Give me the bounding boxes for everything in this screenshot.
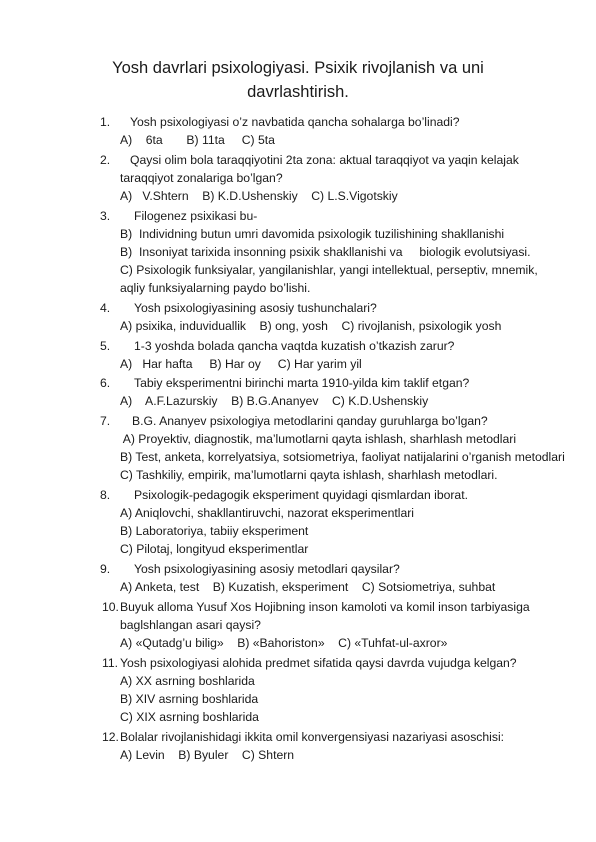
question-text: Qaysi olim bola taraqqiyotini 2ta zona: aktual taraqqiyot va yaqin kelajak taraqqiyot zonalariga bo’lgan? [120,152,519,185]
answer-option: A) psixika, induviduallik B) ong, yosh C) rivojlanish, psixologik yosh [120,318,502,333]
question-number: 1. [100,115,111,129]
answer-option: A) V.Shtern B) K.D.Ushenskiy C) L.S.Vigotskiy [120,188,398,203]
answer-option: B) Test, anketa, korrelyatsiya, sotsiometriya, faoliyat natijalarini o’rganish metodlari [120,450,565,465]
question-text: Tabiy eksperimentni birinchi marta 1910-yilda kim taklif etgan? [134,376,470,391]
answer-option: C) Psixologik funksiyalar, yangilanishlar, yangi intellektual, perseptiv, mnemik, aqliy funksiyalarning paydo bo’lishi. [120,262,538,295]
answer-option: A) Proyektiv, diagnostik, ma’lumotlarni qayta ishlash, sharhlash metodlari [120,432,517,447]
question-item [0,486,596,558]
question-number: 9. [100,562,111,577]
answer-option: A) A.F.Lazurskiy B) B.G.Ananyev C) K.D.Ushenskiy [120,394,429,409]
question-number: 12. [102,729,119,744]
answer-option: C) Pilotaj, longityud eksperimentlar [120,542,309,557]
question-item [0,299,596,335]
question-text: B.G. Ananyev psixologiya metodlarini qanday guruhlarga bo’lgan? [132,414,488,429]
question-text: Buyuk alloma Yusuf Xos Hojibning inson kamoloti va komil inson tarbiyasiga baglshlangan asari qaysi? [120,600,530,633]
question-number: 2. [100,152,111,167]
question-text: Bolalar rivojlanishidagi ikkita omil konvergensiyasi nazariyasi asoschisi: [120,729,505,744]
question-item [0,412,596,484]
question-item [0,151,596,205]
answer-option: B) Insoniyat tarixida insonning psixik shakllanishi va biologik evolutsiyasi. [120,244,531,259]
question-item [0,207,596,297]
question-number: 7. [100,414,111,429]
question-text: Psixologik-pedagogik eksperiment quyidagi qismlardan iborat. [134,488,468,503]
question-number: 4. [100,300,111,315]
question-number: 5. [100,338,111,353]
title-line-2: davrlashtirish. [247,83,349,101]
question-text: Yosh psixologiyasi alohida predmet sifatida qaysi davrda vujudga kelgan? [120,655,517,670]
question-text: Yosh psixologiyasi o’z navbatida qancha sohalarga bo’linadi? [130,115,460,129]
question-text: Yosh psixologiyasining asosiy metodlari qaysilar? [134,562,400,577]
answer-option: A) Levin B) Byuler C) Shtern [120,747,295,762]
title-line-1: Yosh davrlari psixologiyasi. Psixik rivojlanish va uni [112,59,484,77]
question-number: 10. [102,600,119,615]
answer-option: A) Har hafta B) Har oy C) Har yarim yil [120,356,362,371]
answer-option: B) XIV asrning boshlarida [120,691,259,706]
answer-option: A) Aniqlovchi, shakllantiruvchi, nazorat eksperimentlari [120,506,414,521]
question-number: 8. [100,488,111,503]
question-item [0,728,596,764]
answer-option: B) Individning butun umri davomida psixologik tuzilishining shakllanishi [120,226,505,241]
question-list [0,113,596,766]
question-item [0,113,596,149]
answer-option: A) XX asrning boshlarida [120,673,255,688]
question-item [0,654,596,726]
question-item [0,598,596,652]
question-number: 11. [102,655,119,670]
answer-option: A) «Qutadg’u bilig» B) «Bahoriston» C) «Tuhfat-ul-axror» [120,636,448,651]
answer-option: C) Tashkiliy, empirik, ma’lumotlarni qayta ishlash, sharhlash metodlari. [120,468,498,483]
question-item [0,374,596,410]
question-item [0,560,596,596]
question-number: 3. [100,208,111,223]
document-title [60,56,536,104]
question-number: 6. [100,376,111,391]
question-text: 1-3 yoshda bolada qancha vaqtda kuzatish o’tkazish zarur? [134,338,455,353]
question-item [0,337,596,373]
question-text: Yosh psixologiyasining asosiy tushunchalari? [134,300,377,315]
question-text: Filogenez psixikasi bu- [134,208,258,223]
answer-option: B) Laboratoriya, tabiiy eksperiment [120,524,309,539]
answer-option: A) 6ta B) 11ta C) 5ta [120,133,275,147]
answer-option: C) XIX asrning boshlarida [120,709,259,724]
answer-option: A) Anketa, test B) Kuzatish, eksperiment C) Sotsiometriya, suhbat [120,580,496,595]
